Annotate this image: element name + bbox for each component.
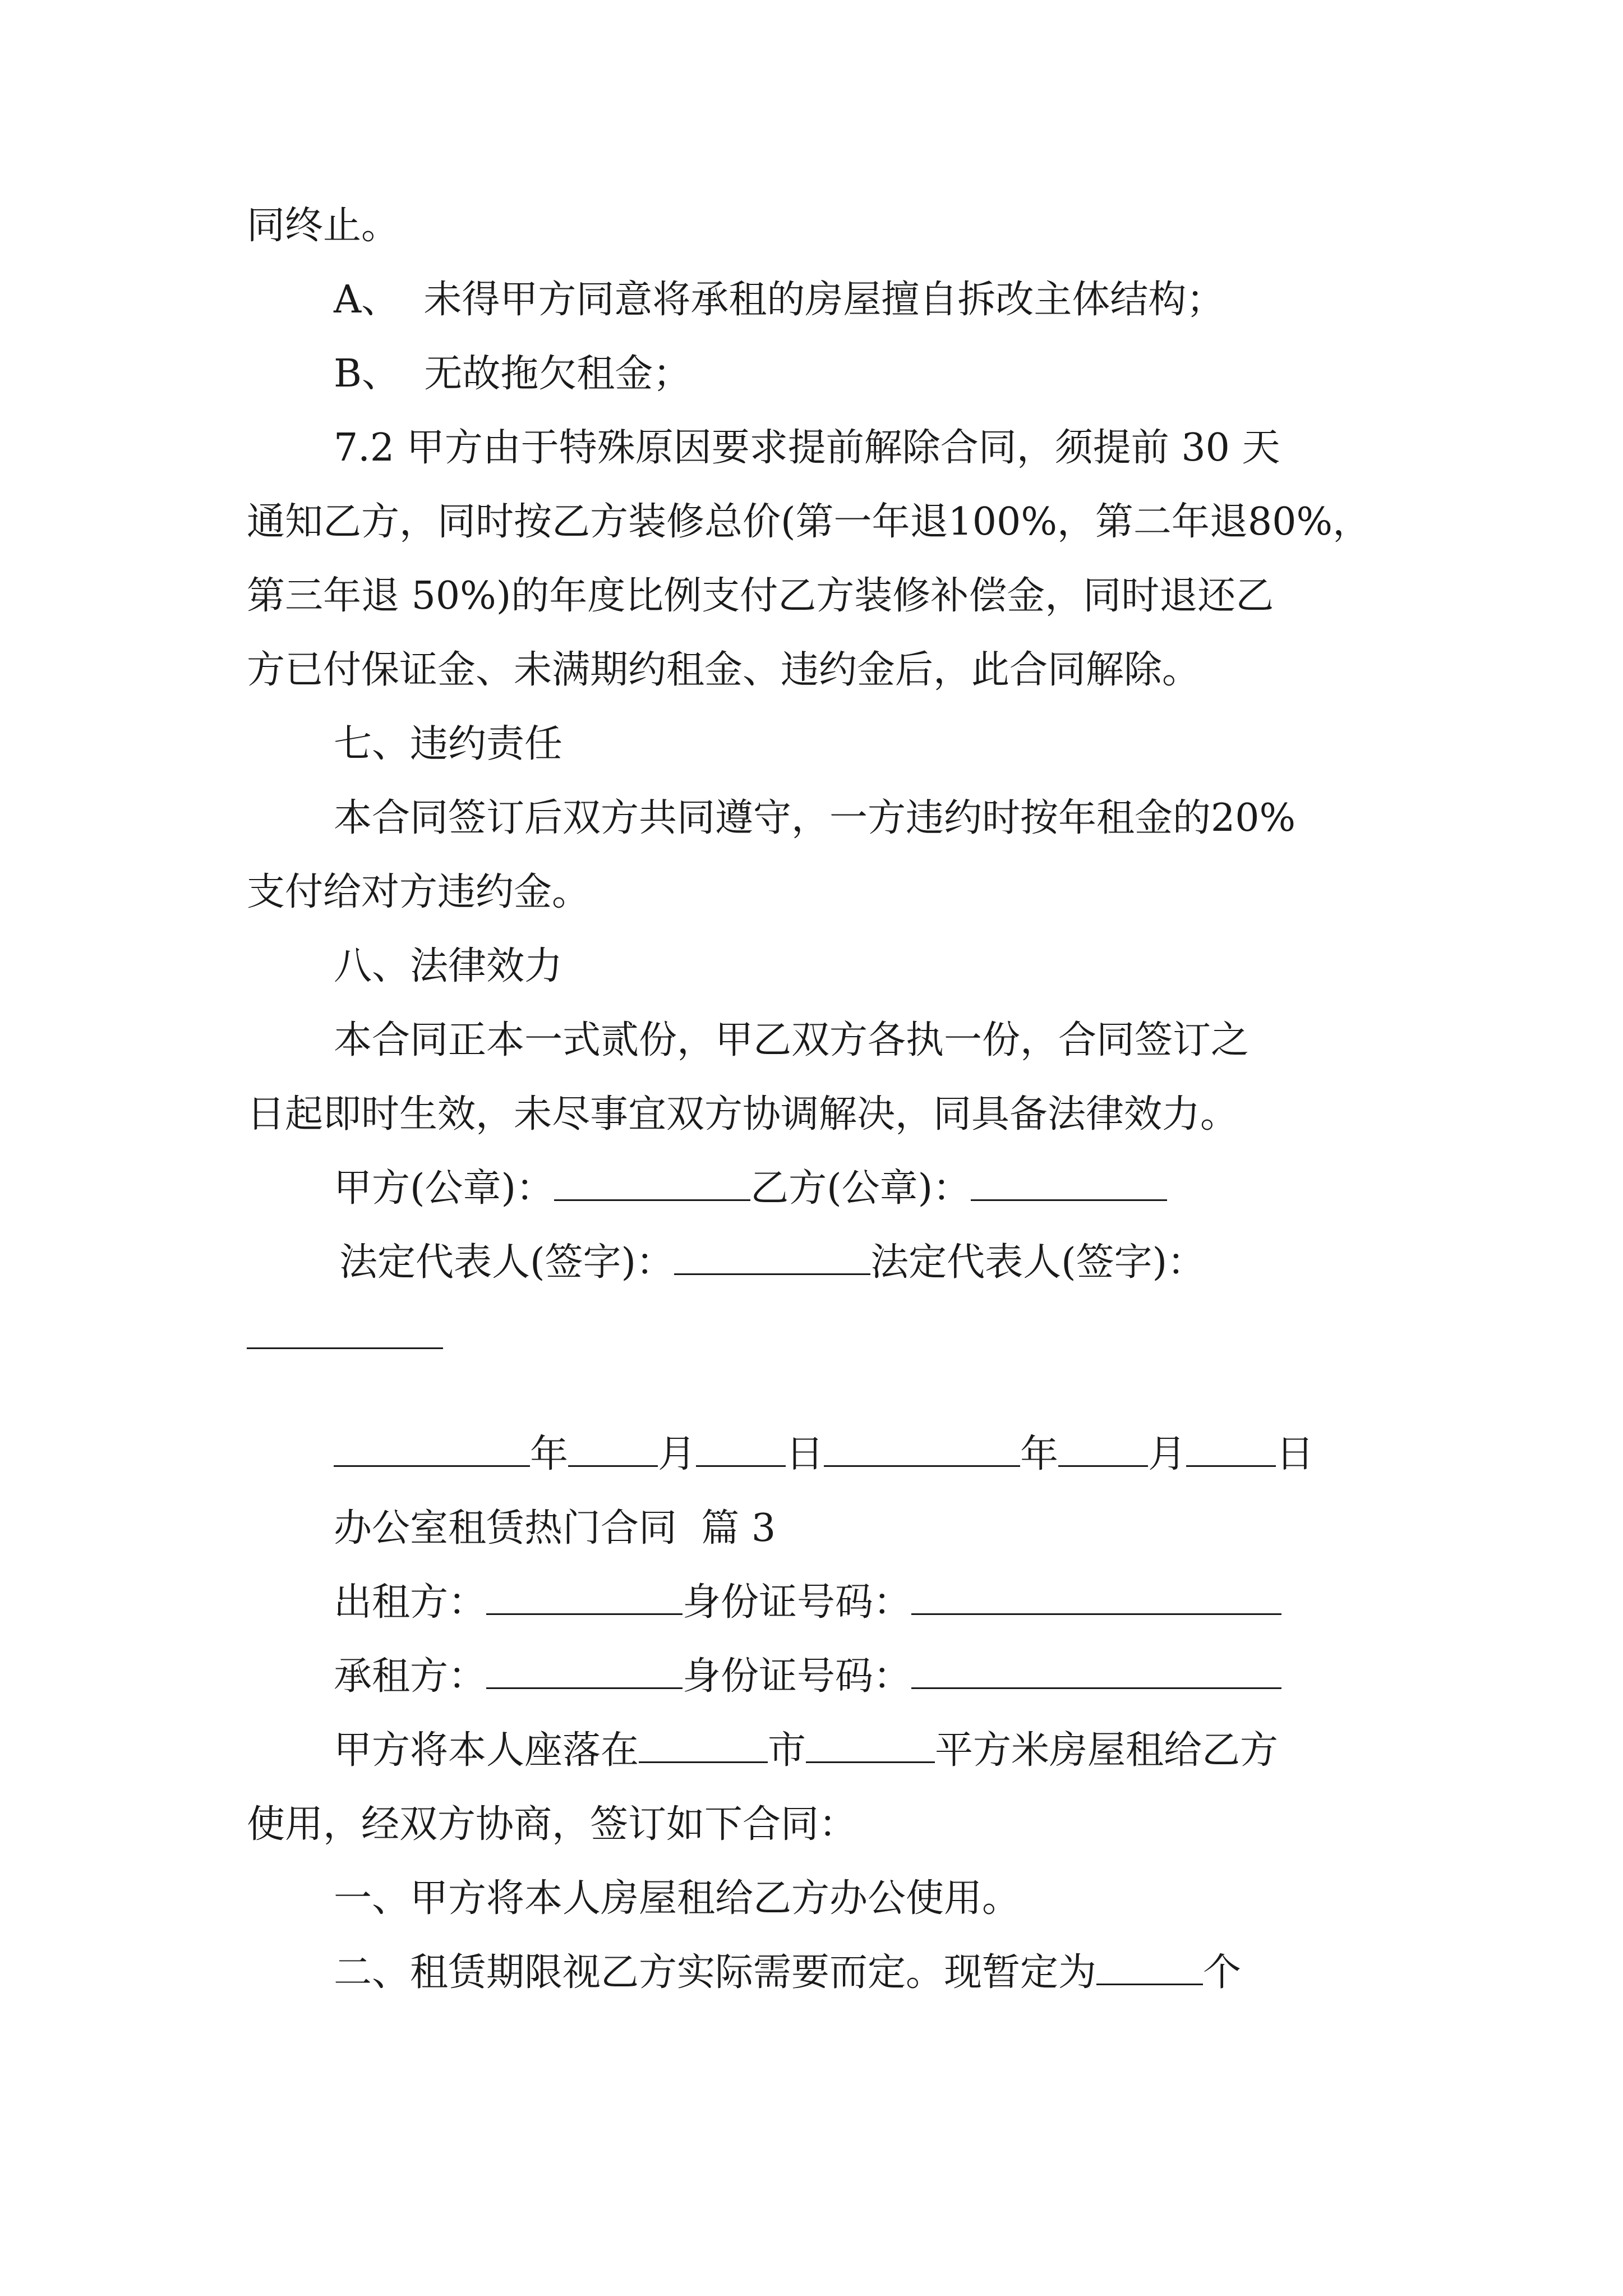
text-line [247,201,399,251]
text-segment: 日 [1276,1432,1315,1476]
text-line [247,867,590,918]
text-segment: 第三年退 50%)的年度比例支付乙方装修补偿金，同时退还乙 [247,574,1274,618]
text-segment: 二、租赁期限视乙方实际需要而定。现暂定为 [334,1950,1097,1995]
text-line [334,1015,1249,1066]
text-segment: 八、法律效力 [334,944,563,988]
text-segment: 支付给对方违约金。 [247,870,591,914]
signature-line-representatives [339,1237,1205,1288]
text-line [334,1874,1020,1924]
text-line [334,1726,1278,1776]
text-segment: 甲方将本人座落在 [334,1728,639,1773]
text-segment: 月 [658,1432,697,1476]
text-segment: 本合同正本一式贰份，甲乙双方各执一份，合同签订之 [334,1018,1249,1062]
blank-field [486,1579,683,1615]
text-line [334,349,691,399]
lessee-line [334,1651,1281,1702]
blank-field [971,1165,1167,1201]
text-line [334,793,1295,844]
text-segment: 方已付保证金、未满期约租金、违约金后，此合同解除。 [247,648,1201,692]
signature-line-seals [334,1163,1167,1214]
blank-field [639,1727,768,1763]
date-line [334,1429,1314,1480]
blank-field [911,1653,1281,1689]
text-segment: 办公室租赁热门合同 篇 3 [334,1506,776,1550]
text-segment: 甲方(公章)： [334,1166,555,1211]
text-line [247,497,1371,547]
blank-line [247,1312,443,1362]
text-segment: 7.2 甲方由于特殊原因要求提前解除合同，须提前 30 天 [334,426,1280,470]
text-line [247,571,1274,622]
text-segment: 承租方： [334,1654,487,1699]
text-segment: 平方米房屋租给乙方 [935,1728,1279,1773]
text-line [247,1089,1238,1140]
blank-field [486,1653,683,1689]
blank-field [334,1430,530,1467]
text-segment: 使用，经双方协商，签订如下合同： [247,1802,857,1847]
blank-field [696,1430,786,1467]
blank-field [1096,1949,1203,1985]
text-segment: 市 [768,1728,806,1773]
blank-field [1058,1430,1148,1467]
text-line [334,423,1280,473]
text-line [247,645,1200,696]
text-segment: 法定代表人(签字)： [339,1240,675,1285]
text-segment: 一、甲方将本人房屋租给乙方办公使用。 [334,1876,1021,1921]
text-segment: 本合同签订后双方共同遵守，一方违约时按年租金的20% [334,796,1296,840]
text-line [334,1948,1241,1998]
text-segment: 个 [1203,1950,1242,1995]
text-segment: 日 [786,1432,824,1476]
blank-field [247,1313,443,1349]
blank-field [911,1579,1281,1615]
blank-field [806,1727,935,1763]
blank-field [568,1430,658,1467]
text-segment: 同终止。 [247,204,400,248]
section-title [334,1503,776,1554]
text-line [334,275,1224,325]
blank-field [554,1165,750,1201]
lessor-line [334,1577,1281,1628]
text-segment: 出租方： [334,1580,487,1625]
text-segment: 法定代表人(签字)： [870,1240,1206,1285]
text-segment: 年 [530,1432,569,1476]
text-segment: 身份证号码： [683,1580,912,1625]
blank-field [1186,1430,1276,1467]
text-line [247,1800,857,1850]
text-segment: A、 未得甲方同意将承租的房屋擅自拆改主体结构； [334,278,1225,322]
text-segment: 七、违约责任 [334,722,563,766]
blank-field [824,1430,1020,1467]
section-heading [334,941,562,992]
text-segment: 身份证号码： [683,1654,912,1699]
text-segment: B、 无故拖欠租金； [334,352,691,396]
text-segment: 年 [1020,1432,1059,1476]
blank-field [674,1239,870,1275]
text-segment: 月 [1148,1432,1187,1476]
section-heading [334,719,562,770]
text-segment: 乙方(公章)： [750,1166,971,1211]
text-segment: 通知乙方，同时按乙方装修总价(第一年退100%，第二年退80%， [247,500,1371,544]
text-segment: 日起即时生效，未尽事宜双方协调解决，同具备法律效力。 [247,1092,1239,1137]
